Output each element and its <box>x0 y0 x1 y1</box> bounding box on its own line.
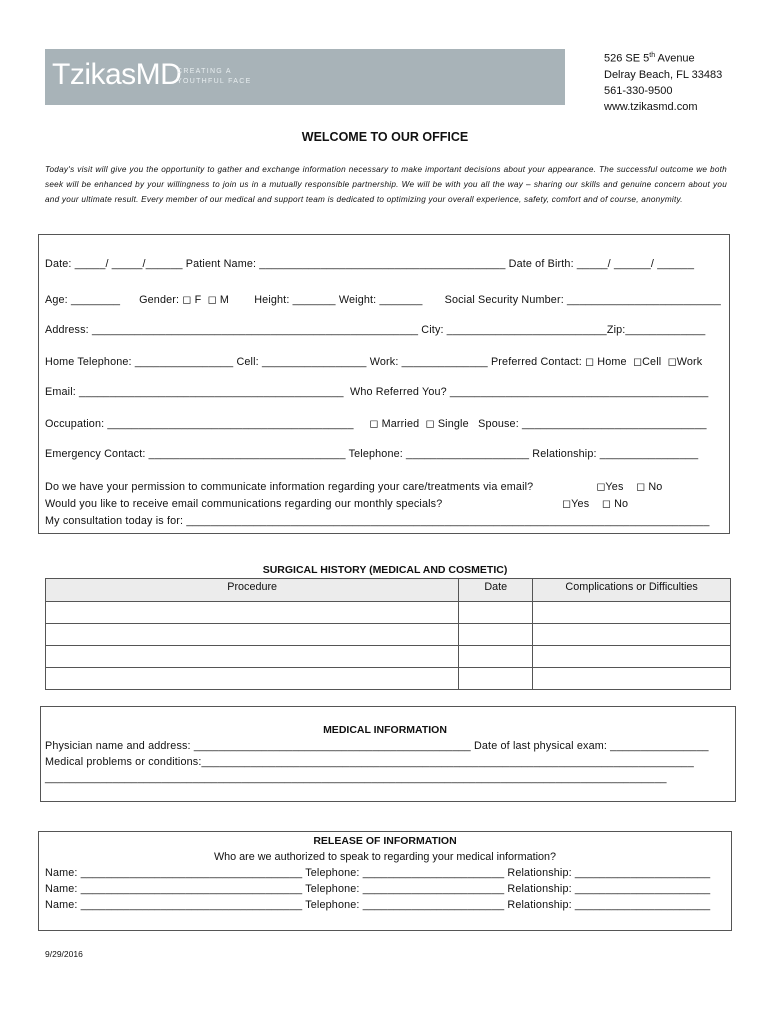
brand-tagline <box>177 67 252 87</box>
revision-date: 9/29/2016 <box>45 949 83 959</box>
surgical-history-table <box>45 578 731 690</box>
date-cell[interactable] <box>459 646 533 668</box>
complications-cell[interactable] <box>533 646 731 668</box>
table-row <box>46 624 731 646</box>
procedure-cell[interactable] <box>46 602 459 624</box>
address-row[interactable]: Address: _____________________________________________________ City: __________________________Zip:_____________ <box>45 324 706 336</box>
table-row <box>46 602 731 624</box>
address-street-num: 526 SE 5 <box>604 52 650 65</box>
medical-info-box <box>40 706 736 802</box>
address-street <box>604 48 722 67</box>
email-permission-row[interactable]: Do we have your permission to communicate information regarding your care/treatments via email? ◻Yes ◻ No <box>45 481 663 493</box>
release-info-title: RELEASE OF INFORMATION <box>313 835 457 847</box>
address-phone: 561-330-9500 <box>604 84 673 97</box>
age-gender-row[interactable]: Age: ________ Gender: ◻ F ◻ M Height: _______ Weight: _______ Social Security Number: _________________________ <box>45 294 721 306</box>
address-website[interactable]: www.tzikasmd.com <box>604 100 698 113</box>
complications-cell[interactable] <box>533 668 731 690</box>
procedure-cell[interactable] <box>46 624 459 646</box>
table-header-row <box>46 579 731 602</box>
date-cell[interactable] <box>459 624 533 646</box>
procedure-cell[interactable] <box>46 668 459 690</box>
date-cell[interactable] <box>459 668 533 690</box>
complications-cell[interactable] <box>533 624 731 646</box>
address-street-name: Avenue <box>655 52 695 65</box>
release-name-row[interactable]: Name: ____________________________________ Telephone: _______________________ Relationship: ______________________ <box>45 867 711 879</box>
medical-problems-continued[interactable]: _____________________________________________________________________________________________________ <box>45 772 667 784</box>
email-row[interactable]: Email: ___________________________________________ Who Referred You? __________________________________________ <box>45 386 709 398</box>
address-sup: th <box>649 52 656 59</box>
page-title: WELCOME TO OUR OFFICE <box>301 130 469 144</box>
procedure-header: Procedure <box>46 579 459 602</box>
release-info-subtitle: Who are we authorized to speak to regarding your medical information? <box>213 851 557 863</box>
complications-header: Complications or Difficulties <box>533 579 731 602</box>
consultation-row[interactable]: My consultation today is for: _____________________________________________________________________________________ <box>45 515 710 527</box>
table-row <box>46 668 731 690</box>
email-specials-row[interactable]: Would you like to receive email communications regarding our monthly specials? ◻Yes ◻ No <box>45 498 629 510</box>
intro-paragraph: Today's visit will give you the opportunity to gather and exchange information necessary to make important decisions about your appearance. The successful outcome we both seek will be enhanced by your willingness to join us in a mutually responsible partnership. We will be with you all the way – sharing our skills and genuine concern about you and your ultimate result. Every member of our medical and support team is dedicated to optimizing your overall experience, safety, comfort and of course, anonymity. <box>45 165 727 204</box>
emergency-contact-row[interactable]: Emergency Contact: ________________________________ Telephone: ____________________ Relationship: ________________ <box>45 448 699 460</box>
procedure-cell[interactable] <box>46 646 459 668</box>
medical-problems-row[interactable]: Medical problems or conditions:________________________________________________________________________________ <box>45 756 694 768</box>
date-header: Date <box>459 579 533 602</box>
release-name-row[interactable]: Name: ____________________________________ Telephone: _______________________ Relationship: ______________________ <box>45 899 711 911</box>
date-cell[interactable] <box>459 602 533 624</box>
table-row <box>46 646 731 668</box>
address-city: Delray Beach, FL 33483 <box>604 68 723 81</box>
surgical-history-title: SURGICAL HISTORY (MEDICAL AND COSMETIC) <box>262 564 508 576</box>
physician-row[interactable]: Physician name and address: _____________________________________________ Date of last physical exam: ________________ <box>45 740 709 752</box>
tagline-line1: CREATING A <box>177 68 232 75</box>
tagline-line2: YOUTHFUL FACE <box>177 78 252 85</box>
telephone-row[interactable]: Home Telephone: ________________ Cell: _________________ Work: ______________ Preferred Contact: ◻ Home ◻Cell ◻Work <box>45 356 703 368</box>
date-name-dob-row[interactable]: Date: _____/ _____/______ Patient Name: ________________________________________ Date of Birth: _____/ ______/ ______ <box>45 258 695 270</box>
release-name-row[interactable]: Name: ____________________________________ Telephone: _______________________ Relationship: ______________________ <box>45 883 711 895</box>
complications-cell[interactable] <box>533 602 731 624</box>
medical-info-title: MEDICAL INFORMATION <box>323 724 447 736</box>
brand-logo: TzikasMD <box>52 58 182 91</box>
office-address <box>604 48 722 115</box>
occupation-row[interactable]: Occupation: ________________________________________ ◻ Married ◻ Single Spouse: ______________________________ <box>45 418 707 430</box>
